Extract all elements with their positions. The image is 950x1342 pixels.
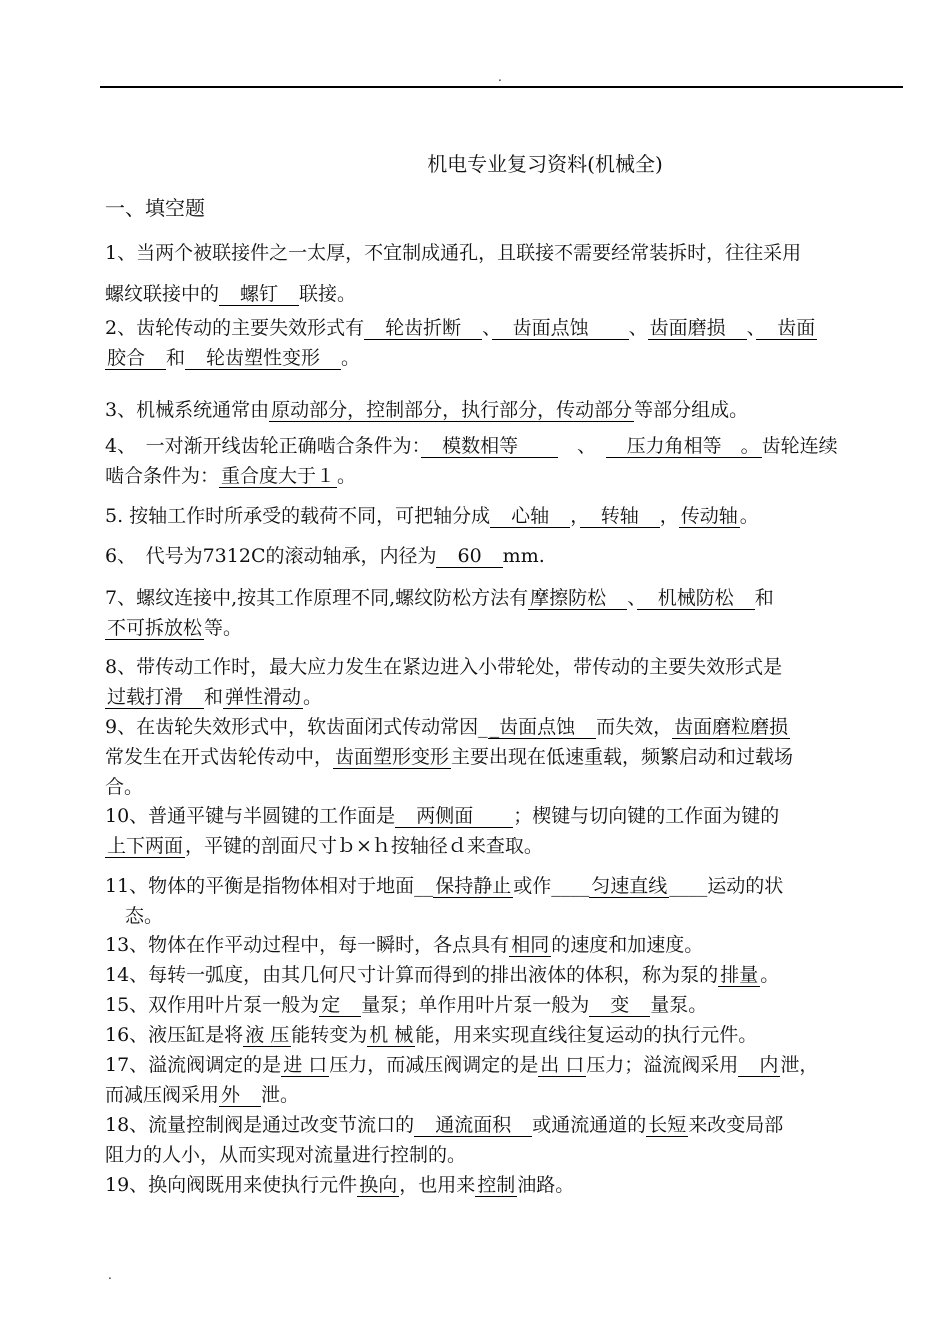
q4-answer-2: 压力角相等 。 [607,435,760,457]
q16-answer-2: 机 械 [369,1024,414,1046]
q11-answer-2: 匀速直线 [591,875,668,897]
q17-answer-4: 外 [221,1084,260,1106]
question-9: 9、在齿轮失效形式中，软齿面闭式传动常因_ _齿面点蚀 而失效， 齿面磨粒磨损 常发生在开式齿轮传动中， 齿面塑形变形 主要出现在低速重载，频繁启动和过载场 合。 [105,716,794,798]
question-10: 10、普通平键与半圆键的工作面是 两侧面 ；楔键与切向键的工作面为键的 上下两面 ，平键的剖面尺寸ｂ×ｈ按轴径ｄ来查取。 [105,805,780,857]
q9-answer-1: _齿面点蚀 [489,716,595,738]
q7-answer-3: 不可拆放松 [107,617,203,639]
q5-answer-2: 转轴 [581,505,658,527]
q2-answer-4a: 齿面 [758,317,816,339]
q7-answer-1: 摩擦防松 [530,587,626,609]
page-title: 机电专业复习资料(机械全) [427,152,663,176]
question-7: 7、螺纹连接中,按其工作原理不同,螺纹防松方法有 摩擦防松 、 机械防松 和 不可拆放松 等。 [105,587,774,639]
q11-answer-1: 保持静止 [435,875,512,897]
q9-answer-3: 齿面塑形变形 [335,746,450,768]
question-6: 6、 代号为7312C的滚动轴承，内径为 60 mm. [105,545,545,567]
question-18: 18、流量控制阀是通过改变节流口的 通流面积 或通流通道的 长短 来改变局部 阻力的人小，从而实现对流量进行控制的。 [105,1114,784,1166]
question-5: 5. 按轴工作时所承受的载荷不同，可把轴分成 心轴 ， 转轴 ， 传动轴 。 [105,505,759,527]
q17-answer-2: 出 口 [540,1054,585,1076]
q1-line2: 螺纹联接中的 螺钉 联接。 [105,283,357,305]
q15-answer-2: 变 [591,994,649,1016]
q7-answer-2: 机械防松 [638,587,753,609]
q2-answer-1: 轮齿折断 [366,317,481,339]
question-3: 3、机械系统通常由 原动部分，控制部分，执行部分，传动部分 等部分组成。 [105,399,749,421]
q10-answer-2: 上下两面 [107,835,184,857]
question-4: 4、 一对渐开线齿轮正确啮合条件为： 模数相等 、 压力角相等 。 齿轮连续 啮合条件为： 重合度大于１ 。 [105,435,838,487]
q18-answer-2: 长短 [648,1114,687,1136]
q8-answer-2: 弹性滑动 [225,686,302,708]
q10-answer-1: 两侧面 [397,805,512,827]
q2-answer-2: 齿面点蚀 [493,317,627,339]
q2-answer-5: 轮齿塑性变形 [187,347,340,369]
q2-line2: 胶合 和 轮齿塑性变形 。 [107,347,361,369]
q19-answer-1: 换向 [359,1174,398,1196]
question-17: 17、溢流阀调定的是 进 口 压力，而减压阀调定的是 出 口 压力；溢流阀采用 内 泄， 而减压阀采用 外 泄。 [105,1054,819,1106]
q18-answer-1: 通流面积 [416,1114,531,1136]
q5-answer-1: 心轴 [492,505,569,527]
question-14: 14、每转一弧度，由其几何尺寸计算而得到的排出液体的体积，称为泵的 排量 。 [105,964,780,986]
q17-answer-3: 内 [740,1054,779,1076]
question-8: 8、带传动工作时，最大应力发生在紧边进入小带轮处，带传动的主要失效形式是 过载打滑 和 弹性滑动 。 [105,656,783,708]
question-13: 13、物体在作平动过程中，每一瞬时，各点具有 相同 的速度和加速度。 [105,934,704,956]
q1-answer: 螺钉 [221,283,298,305]
q1-line1: 1、当两个被联接件之一太厚，不宜制成通孔，且联接不需要经常装拆时，往往采用 [105,242,802,264]
q19-answer-2: 控制 [477,1174,516,1196]
question-19: 19、换向阀既用来使执行元件 换向 ，也用来 控制 油路。 [105,1174,575,1196]
q16-answer-1: 液 压 [245,1024,290,1046]
question-16: 16、液压缸是将 液 压 能转变为 机 械 能，用来实现直线往复运动的执行元件。 [105,1024,758,1046]
question-11: 11、物体的平衡是指物体相对于地面__ 保持静止 或作____ 匀速直线 ____运动的状 态。 [105,875,784,927]
header-rule [100,86,903,88]
q2-answer-3: 齿面磨损 [649,317,745,339]
q8-answer-1: 过载打滑 [107,686,203,708]
q2-answer-4b: 胶合 [107,347,165,369]
q9-answer-2: 齿面磨粒磨损 [674,716,789,738]
q6-answer: 60 [438,545,501,567]
q13-answer: 相同 [511,934,550,956]
q2-line1: 2、齿轮传动的主要失效形式有 轮齿折断 、 齿面点蚀 、 齿面磨损 、 齿面 [105,317,816,339]
q4-answer-1: 模数相等 [423,435,557,457]
q3-answer: 原动部分，控制部分，执行部分，传动部分 [271,399,633,421]
question-15: 15、双作用叶片泵一般为 定 量泵；单作用叶片泵一般为 变 量泵。 [105,994,708,1016]
q5-answer-3: 传动轴 [680,505,738,527]
q15-answer-1: 定 [321,994,360,1016]
question-1 [105,233,903,315]
question-2 [105,313,903,373]
header-dot: . [498,70,502,84]
q17-answer-1: 进 口 [283,1054,328,1076]
footer-dot: . [108,1268,112,1282]
q4-answer-3: 重合度大于１ [221,465,336,487]
section-heading: 一、填空题 [105,196,205,220]
q14-answer: 排量 [720,964,759,986]
